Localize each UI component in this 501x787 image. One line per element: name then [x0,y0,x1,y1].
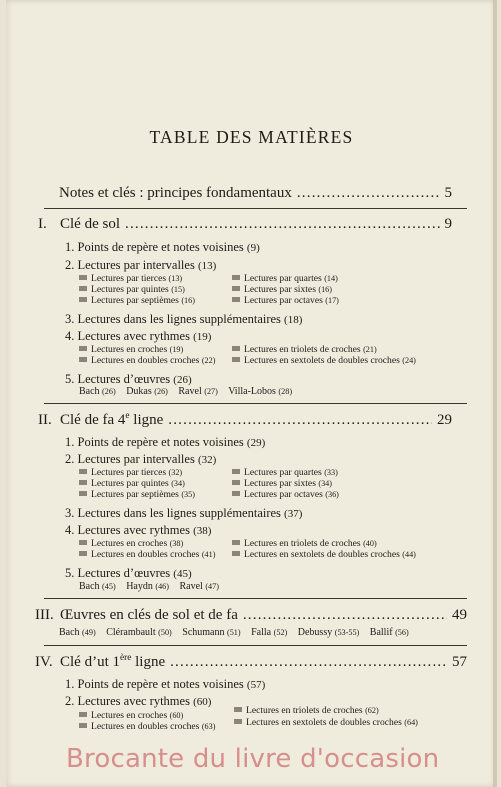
divider [44,403,467,404]
chapter-label: 4. Lectures avec rythmes [65,329,190,343]
sub-entry [232,355,416,366]
sub-entry [232,538,377,549]
section-page: 57 [452,654,467,670]
sub-entry-label: Lectures en sextolets de doubles croches [244,549,400,560]
composer-page: (45) [102,582,116,591]
chapter-entry [65,312,302,327]
section-title: Clé d’ut 1ère ligne [60,653,166,670]
sub-entry [232,467,338,478]
section-number: I. [38,216,47,232]
composer-entry [79,386,116,397]
watermark-text: Brocante du livre d'occasion [66,744,440,774]
composer-entry [251,627,287,638]
sub-entry-label: Lectures en croches [91,344,168,355]
sub-entry-label: Lectures par sixtes [244,284,316,295]
sub-entry [232,478,332,489]
bullet-square-icon [79,712,87,717]
composer-page: (51) [226,628,241,637]
sub-entry-label: Lectures par quintes [91,284,169,295]
chapter-entry [65,506,302,521]
sub-entry-page: (41) [201,550,216,559]
composer-page: (53-55) [334,628,360,637]
sub-entry-page: (14) [324,274,338,283]
sub-entry-label: Lectures par quartes [244,273,322,284]
sub-entry [79,710,183,721]
composer-entry [106,627,172,638]
sub-entry-page: (16) [181,296,195,305]
sub-entry-label: Lectures par octaves [244,489,323,500]
sub-entry [232,284,332,295]
bullet-square-icon [232,540,240,545]
toc-title: TABLE DES MATIÈRES [149,127,354,147]
section-page: 49 [452,607,467,623]
bullet-square-icon [234,707,242,712]
composer-name: Debussy [297,627,333,638]
chapter-page: (32) [197,454,217,466]
chapter-entry [65,329,211,344]
sub-entry-page: (22) [201,356,216,365]
leader-dots [297,185,440,202]
composer-list [79,386,300,397]
chapter-page: (29) [246,437,266,449]
sub-entry-label: Lectures en triolets de croches [244,344,361,355]
composer-entry [126,386,168,397]
bullet-square-icon [79,275,87,280]
composer-entry [178,386,217,397]
bullet-square-icon [232,480,240,485]
chapter-label: 3. Lectures dans les lignes supplémentaires [65,312,281,326]
page-edge [493,0,497,787]
sub-entry-page: (34) [318,479,332,488]
section-number: IV. [35,654,53,670]
bullet-square-icon [232,469,240,474]
composer-name: Ballif [369,627,393,638]
bullet-square-icon [79,297,87,302]
sub-entry-page: (17) [325,296,339,305]
chapter-label: 3. Lectures dans les lignes supplémentaires [65,506,281,520]
composer-page: (49) [82,628,96,637]
composer-entry [79,581,116,592]
chapter-page: (19) [193,331,212,343]
composer-name: Ravel [178,386,202,397]
composer-name: Bach [79,581,100,592]
sub-entry-page: (24) [402,356,416,365]
composer-name: Schumann [182,627,225,638]
sub-entry-page: (33) [324,468,338,477]
section-page: 9 [444,216,452,232]
chapter-page: (18) [284,314,303,326]
sub-entry [232,489,339,500]
chapter-label: 4. Lectures avec rythmes [65,523,190,537]
bullet-square-icon [79,346,87,351]
sub-entry [79,295,195,306]
chapter-label: 2. Lectures par intervalles [65,258,195,272]
sub-entry-label: Lectures par quintes [91,478,169,489]
chapter-entry [65,694,211,709]
composer-entry [182,627,240,638]
section-title: Clé de sol [60,216,120,232]
composer-name: Dukas [126,386,152,397]
leader-dots [170,654,447,671]
bullet-square-icon [79,480,87,485]
composer-name: Haydn [126,581,153,592]
section-number: III. [35,607,54,623]
chapter-entry [65,566,192,581]
sub-entry-label: Lectures par tierces [91,467,167,478]
sub-entry-page: (13) [168,274,183,283]
toc-entry-intro-label: Notes et clés : principes fondamentaux [59,185,292,201]
composer-page: (27) [204,387,218,396]
bullet-square-icon [232,551,240,556]
composer-entry [59,627,96,638]
sub-entry-label: Lectures en croches [91,710,168,721]
chapter-label: 5. Lectures d’œuvres [65,566,171,580]
bullet-square-icon [232,297,240,302]
sub-entry-page: (64) [404,718,418,727]
sub-entry [232,273,338,284]
sub-entry-label: Lectures en doubles croches [91,355,200,366]
composer-entry [298,627,360,638]
bullet-square-icon [79,491,87,496]
composer-page: (47) [205,582,219,591]
sub-entry-page: (35) [181,490,195,499]
chapter-page: (57) [246,679,266,691]
sub-entry-label: Lectures en doubles croches [91,549,200,560]
sub-entry-page: (60) [169,711,184,720]
sub-entry [234,705,379,716]
section-number: II. [38,412,52,428]
sub-entry-label: Lectures en sextolets de doubles croches [244,355,400,366]
section-page: 29 [437,412,452,428]
chapter-page: (60) [193,696,212,708]
sub-entry-label: Lectures par septièmes [91,489,179,500]
bullet-square-icon [79,551,87,556]
sub-entry-label: Lectures en triolets de croches [244,538,361,549]
sub-entry-label: Lectures en sextolets de doubles croches [246,717,402,728]
composer-entry [126,581,169,592]
sub-entry-label: Lectures en croches [91,538,168,549]
divider [44,208,467,209]
section-heading [38,216,452,233]
sub-entry-page: (62) [365,706,379,715]
sub-entry-page: (40) [363,539,377,548]
bullet-square-icon [232,491,240,496]
chapter-label: 1. Points de repère et notes voisines [65,435,244,449]
composer-name: Bach [79,386,100,397]
sub-entry-label: Lectures par septièmes [91,295,179,306]
section-heading [35,607,467,624]
sub-entry-page: (21) [363,345,377,354]
chapter-entry [65,452,216,467]
chapter-entry [65,435,265,450]
sub-entry [232,295,339,306]
composer-name: Bach [59,627,80,638]
composer-page: (56) [395,628,409,637]
sub-entry-label: Lectures par octaves [244,295,323,306]
composer-name: Clérambault [106,627,156,638]
bullet-square-icon [79,469,87,474]
composer-page: (46) [155,582,169,591]
bullet-square-icon [232,286,240,291]
sub-entry-page: (19) [169,345,184,354]
chapter-entry [65,677,265,692]
sub-entry-page: (16) [318,285,332,294]
chapter-page: (38) [193,525,212,537]
composer-entry [370,627,409,638]
composer-entry [228,386,292,397]
sub-entry [234,717,418,728]
composer-page: (28) [278,387,293,396]
toc-entry-intro-page: 5 [444,185,452,201]
sub-entry [79,549,215,560]
sub-entry [232,549,416,560]
sub-entry-page: (15) [171,285,185,294]
sub-entry-label: Lectures par tierces [91,273,167,284]
chapter-entry [65,372,192,387]
chapter-label: 1. Points de repère et notes voisines [65,677,244,691]
chapter-label: 2. Lectures avec rythmes [65,694,190,708]
chapter-page: (26) [173,374,192,386]
sub-entry-page: (32) [168,468,183,477]
divider [44,645,467,646]
sub-entry [79,273,182,284]
sub-entry [79,344,183,355]
sub-entry-label: Lectures en doubles croches [91,721,200,732]
sub-entry-label: Lectures par quartes [244,467,322,478]
section-title: Œuvres en clés de sol et de fa [60,607,238,623]
composer-page: (50) [158,628,172,637]
chapter-page: (37) [284,508,303,520]
sub-entry [232,344,377,355]
leader-dots [125,216,440,233]
chapter-label: 5. Lectures d’œuvres [65,372,171,386]
sub-entry-label: Lectures en triolets de croches [246,705,363,716]
sub-entry-label: Lectures par sixtes [244,478,316,489]
sub-entry-page: (36) [325,490,339,499]
sub-entry [79,467,182,478]
leader-dots [243,607,447,624]
bullet-square-icon [79,357,87,362]
sub-entry [79,538,183,549]
sub-entry [79,489,195,500]
bullet-square-icon [79,286,87,291]
chapter-page: (13) [197,260,217,272]
sub-entry-page: (38) [169,539,184,548]
section-heading [35,653,467,671]
composer-page: (26) [154,387,168,396]
leader-dots [168,412,432,429]
bullet-square-icon [232,357,240,362]
bullet-square-icon [232,275,240,280]
composer-page: (26) [102,387,116,396]
chapter-label: 1. Points de repère et notes voisines [65,240,244,254]
chapter-entry [65,240,260,255]
bullet-square-icon [232,346,240,351]
sub-entry [79,284,185,295]
sub-entry-page: (44) [402,550,416,559]
chapter-entry [65,258,216,273]
chapter-entry [65,523,211,538]
divider [44,598,467,599]
bullet-square-icon [79,723,87,728]
composer-name: Villa-Lobos [228,386,276,397]
composer-list [59,627,417,638]
bullet-square-icon [234,719,242,724]
toc-entry-intro [59,185,452,202]
section-heading [38,411,452,429]
sub-entry-page: (63) [201,722,216,731]
sub-entry [79,355,215,366]
chapter-label: 2. Lectures par intervalles [65,452,195,466]
chapter-page: (45) [173,568,192,580]
sub-entry-page: (34) [171,479,185,488]
composer-list [79,581,227,592]
composer-page: (52) [273,628,288,637]
bullet-square-icon [79,540,87,545]
book-page [6,0,497,787]
composer-name: Falla [251,627,272,638]
section-title: Clé de fa 4e ligne [60,411,164,428]
sub-entry [79,478,185,489]
sub-entry [79,721,215,732]
composer-name: Ravel [179,581,203,592]
composer-entry [180,581,219,592]
chapter-page: (9) [246,242,260,254]
